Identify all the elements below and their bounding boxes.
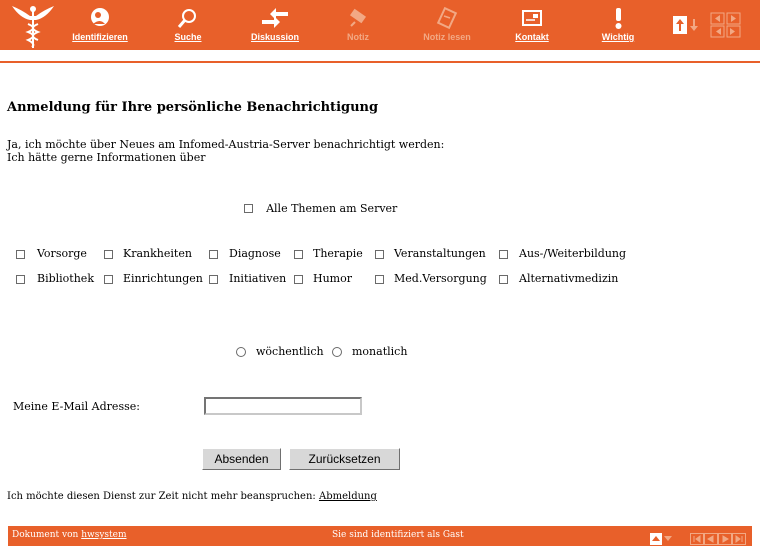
- discussion-icon: [260, 6, 290, 30]
- topic-label-einrichtungen: Einrichtungen: [123, 272, 203, 285]
- frequency-monthly-label: monatlich: [352, 345, 408, 358]
- email-label: Meine E-Mail Adresse:: [13, 400, 140, 413]
- toolbar-read-note-button[interactable]: [407, 6, 487, 46]
- topic-label-therapie: Therapie: [313, 247, 363, 260]
- intro-line-2: Ich hätte gerne Informationen über: [7, 151, 206, 164]
- caduceus-logo-icon: [8, 0, 58, 50]
- top-toolbar: [0, 0, 760, 50]
- topic-label-bibliothek: Bibliothek: [37, 272, 94, 285]
- topic-label-weiterbildung: Aus-/Weiterbildung: [519, 247, 627, 260]
- note-icon: [345, 6, 371, 30]
- footer-page-nav-icon[interactable]: [690, 530, 748, 549]
- reset-button[interactable]: Zurücksetzen: [289, 448, 400, 470]
- topic-checkbox-bibliothek[interactable]: [16, 275, 25, 284]
- topic-checkbox-vorsorge[interactable]: [16, 250, 25, 259]
- footer-document-info: [12, 530, 127, 540]
- intro-line-1: Ja, ich möchte über Neues am Infomed-Austria-Server benachrichtigt werden:: [7, 138, 445, 151]
- topic-label-humor: Humor: [313, 272, 352, 285]
- search-icon: [175, 6, 201, 30]
- identify-icon: [87, 6, 113, 30]
- footer-author-link[interactable]: hwsystem: [81, 530, 127, 540]
- toolbar-discussion-label: Diskussion: [250, 32, 299, 42]
- toolbar-search-label: Suche: [174, 32, 202, 42]
- intro-text: [7, 138, 444, 164]
- topic-checkbox-med-versorgung[interactable]: [375, 275, 384, 284]
- topic-checkbox-krankheiten[interactable]: [104, 250, 113, 259]
- toolbar-important-button[interactable]: [578, 6, 658, 46]
- topic-label-med-versorgung: Med.Versorgung: [394, 272, 487, 285]
- footer-bar: [8, 526, 752, 546]
- frequency-weekly-radio[interactable]: [236, 347, 246, 357]
- unsubscribe-text: Ich möchte diesen Dienst zur Zeit nicht mehr beanspruchen:: [7, 491, 316, 502]
- topic-checkbox-veranstaltungen[interactable]: [375, 250, 384, 259]
- header-divider: [0, 61, 760, 63]
- topic-checkbox-therapie[interactable]: [294, 250, 303, 259]
- footer-scroll-icon[interactable]: [650, 530, 678, 549]
- topic-label-veranstaltungen: Veranstaltungen: [394, 247, 486, 260]
- scroll-up-down-icon[interactable]: [673, 14, 703, 40]
- topic-checkbox-weiterbildung[interactable]: [499, 250, 508, 259]
- topic-label-initiativen: Initiativen: [229, 272, 287, 285]
- page-title: Anmeldung für Ihre persönliche Benachrichtigung: [7, 100, 379, 115]
- topic-label-vorsorge: Vorsorge: [37, 247, 87, 260]
- all-topics-checkbox[interactable]: [244, 204, 253, 213]
- toolbar-important-label: Wichtig: [601, 32, 635, 42]
- toolbar-identify-label: Identifizieren: [72, 32, 128, 42]
- email-input[interactable]: [204, 397, 362, 415]
- all-topics-option: [244, 197, 397, 216]
- topic-label-alternativmedizin: Alternativmedizin: [519, 272, 619, 285]
- footer-status: Sie sind identifiziert als Gast: [332, 530, 464, 540]
- toolbar-search-button[interactable]: [148, 6, 228, 46]
- topic-checkbox-initiativen[interactable]: [209, 275, 218, 284]
- topic-checkbox-humor[interactable]: [294, 275, 303, 284]
- topic-checkbox-einrichtungen[interactable]: [104, 275, 113, 284]
- submit-button[interactable]: Absenden: [202, 448, 281, 470]
- topic-checkbox-diagnose[interactable]: [209, 250, 218, 259]
- frequency-monthly-radio[interactable]: [332, 347, 342, 357]
- toolbar-read-note-label: Notiz lesen: [423, 32, 471, 42]
- page-navigation-icon[interactable]: [710, 12, 742, 42]
- footer-doc-prefix: Dokument von: [12, 530, 79, 540]
- all-topics-label: Alle Themen am Server: [266, 202, 398, 215]
- toolbar-discussion-button[interactable]: [235, 6, 315, 46]
- important-icon: [605, 6, 631, 30]
- topic-checkbox-alternativmedizin[interactable]: [499, 275, 508, 284]
- unsubscribe-line: [7, 491, 377, 502]
- unsubscribe-link[interactable]: Abmeldung: [318, 491, 377, 502]
- toolbar-note-button[interactable]: [318, 6, 398, 46]
- topic-label-krankheiten: Krankheiten: [123, 247, 192, 260]
- contact-icon: [519, 6, 545, 30]
- toolbar-note-label: Notiz: [347, 32, 369, 42]
- topic-label-diagnose: Diagnose: [229, 247, 281, 260]
- toolbar-identify-button[interactable]: [60, 6, 140, 46]
- frequency-weekly-label: wöchentlich: [256, 345, 324, 358]
- read-note-icon: [434, 6, 460, 30]
- toolbar-contact-label: Kontakt: [515, 32, 549, 42]
- toolbar-contact-button[interactable]: [492, 6, 572, 46]
